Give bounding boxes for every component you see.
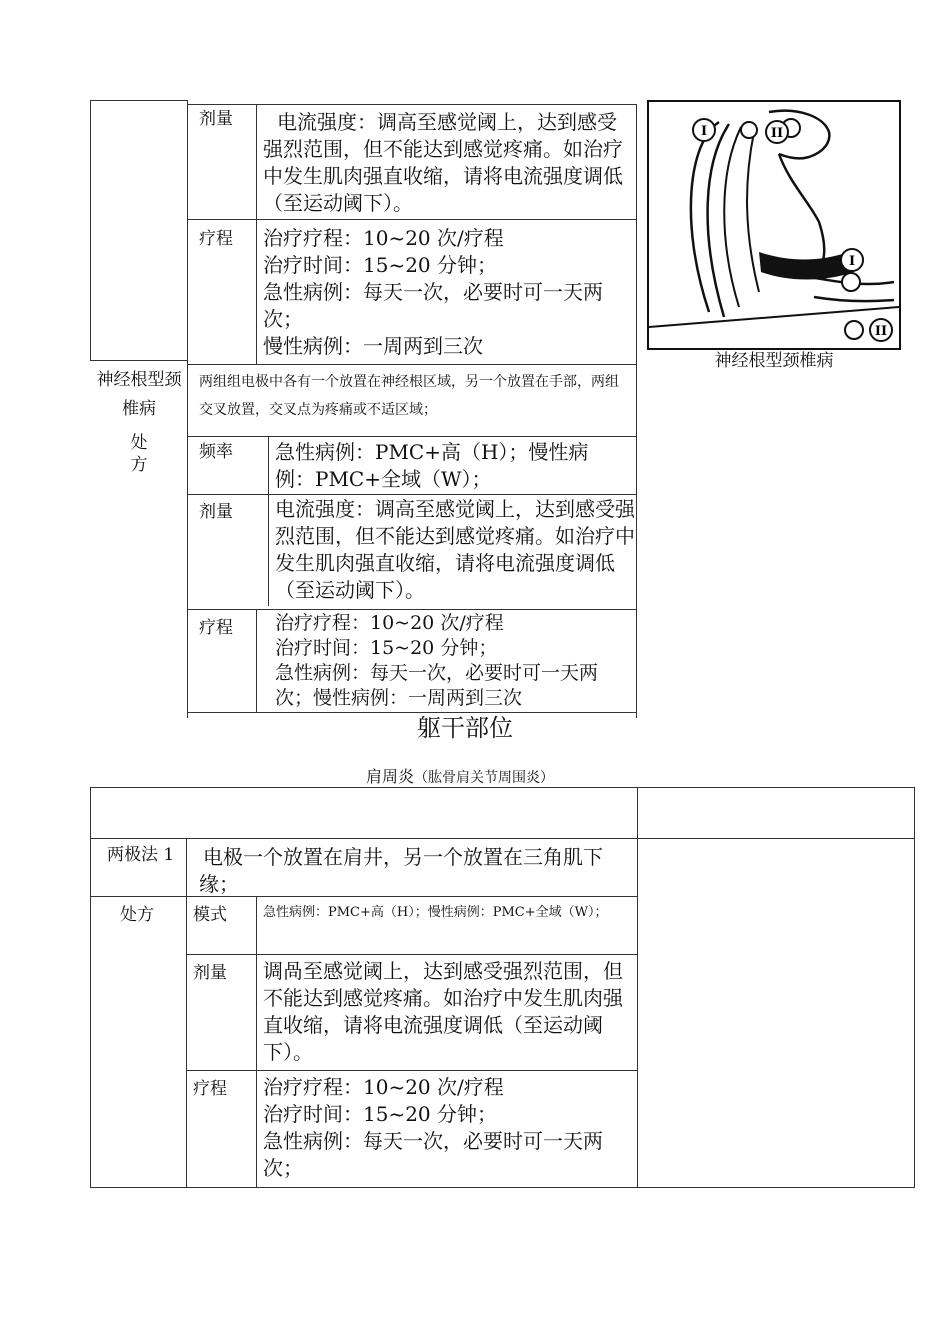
table-border (914, 787, 915, 1187)
section2-title (290, 766, 630, 789)
table-border (256, 896, 257, 1187)
course-line: 急性病例：每天一次，必要时可一天两次；慢性病例：一周两到三次 (275, 662, 599, 709)
course-label: 疗程 (199, 229, 233, 249)
course-line: 治疗疗程：10~20 次/疗程 (263, 1075, 504, 1099)
dose-text: 电流强度：调高至感觉阈上，达到感受强烈范围，但不能达到感觉疼痛。如治疗中发生肌肉强直收缩，请将电流强度调低（至运动阈下）。 (263, 110, 623, 215)
cervical-figure (647, 100, 901, 350)
dose-text: 电流强度：调高至感觉阈上，达到感受强烈范围，但不能达到感觉疼痛。如治疗中发生肌肉强直收缩，请将电流强度调低（至运动阈下）。 (275, 497, 635, 602)
table-border (187, 100, 188, 718)
marker-label: II (874, 324, 888, 339)
method-label: 两极法 1 (107, 845, 175, 865)
garment-icon (759, 252, 854, 280)
marker-label: I (700, 124, 708, 139)
table-border (187, 609, 636, 610)
hair-icon (747, 132, 759, 292)
rx-label: 处方 (120, 905, 154, 925)
table-border (187, 1070, 637, 1071)
table-border (90, 787, 91, 1187)
table-border (186, 838, 187, 1187)
table-border (187, 436, 636, 437)
course-line: 治疗时间：15~20 分钟； (275, 637, 498, 659)
table-border (90, 360, 187, 361)
table-border (90, 787, 915, 788)
course-line: 急性病例：每天一次，必要时可一天两次； (263, 1129, 603, 1180)
hair-icon (708, 124, 729, 317)
course-line: 急性病例：每天一次，必要时可一天两次； (263, 280, 603, 331)
table-border (90, 1187, 915, 1188)
figure-caption: 神经根型颈椎病 (714, 351, 834, 371)
side-title: 神经根型颈椎病 (96, 370, 182, 419)
table-border (636, 104, 637, 718)
course-line: 慢性病例：一周两到三次 (263, 334, 483, 358)
table-border (187, 494, 636, 495)
method-text: 电极一个放置在肩井，另一个放置在三角肌下缘； (199, 845, 603, 896)
marker-label: I (848, 254, 856, 269)
course-line: 治疗时间：15~20 分钟； (263, 1102, 498, 1126)
side-label-char: 处 (130, 433, 148, 453)
table-border (187, 104, 636, 105)
course-block (275, 611, 620, 711)
table-border (187, 219, 636, 220)
table-border (187, 364, 636, 365)
mode-text: 急性病例：PMC+高（H）；慢性病例：PMC+全域（W）； (263, 905, 608, 920)
marker-label: II (770, 126, 784, 141)
table-border (90, 838, 915, 839)
side-label (92, 432, 186, 476)
course-line: 治疗疗程：10~20 次/疗程 (275, 612, 504, 634)
table-border (187, 954, 637, 955)
electrode-text: 两组组电极中各有一个放置在神经根区域，另一个放置在手部，两组交叉放置，交叉点为疼痛或不适区域； (199, 374, 619, 418)
table-border (256, 609, 257, 712)
freq-label: 频率 (199, 442, 233, 462)
table-border (256, 104, 257, 364)
course-label: 疗程 (199, 618, 233, 638)
course-line: 治疗时间：15~20 分钟； (263, 253, 498, 277)
table-border (268, 436, 269, 606)
table-border (187, 712, 636, 713)
patient-illustration (649, 102, 899, 348)
table-border (637, 787, 638, 1187)
dose-label: 剂量 (193, 963, 227, 983)
hair-icon (724, 127, 741, 307)
electrode-icon (741, 122, 757, 138)
table-border (90, 100, 187, 101)
freq-text: 急性病例：PMC+高（H）；慢性病例：PMC+全域（W）； (275, 440, 589, 491)
electrode-icon (842, 273, 860, 291)
table-border (90, 100, 91, 360)
course-line: 治疗疗程：10~20 次/疗程 (263, 226, 504, 250)
dose-label: 剂量 (199, 109, 233, 129)
dose-label: 剂量 (199, 502, 233, 522)
course-block (263, 1074, 628, 1182)
course-label: 疗程 (193, 1079, 227, 1099)
section-heading: 躯干部位 (417, 714, 513, 742)
title-paren: （肱骨肩关节周围炎） (414, 770, 554, 786)
electrode-icon (845, 321, 863, 339)
course-block (263, 225, 631, 360)
mode-label: 模式 (193, 905, 227, 925)
dose-text: 调咼至感觉阈上，达到感受强烈范围，但不能达到感觉疼痛。如治疗中发生肌肉强直收缩，请将电流强度调低（至运动阈下）。 (263, 959, 623, 1064)
title-main: 肩周炎 (365, 767, 414, 786)
arm-outline (814, 297, 894, 301)
side-label-char: 方 (130, 455, 148, 475)
